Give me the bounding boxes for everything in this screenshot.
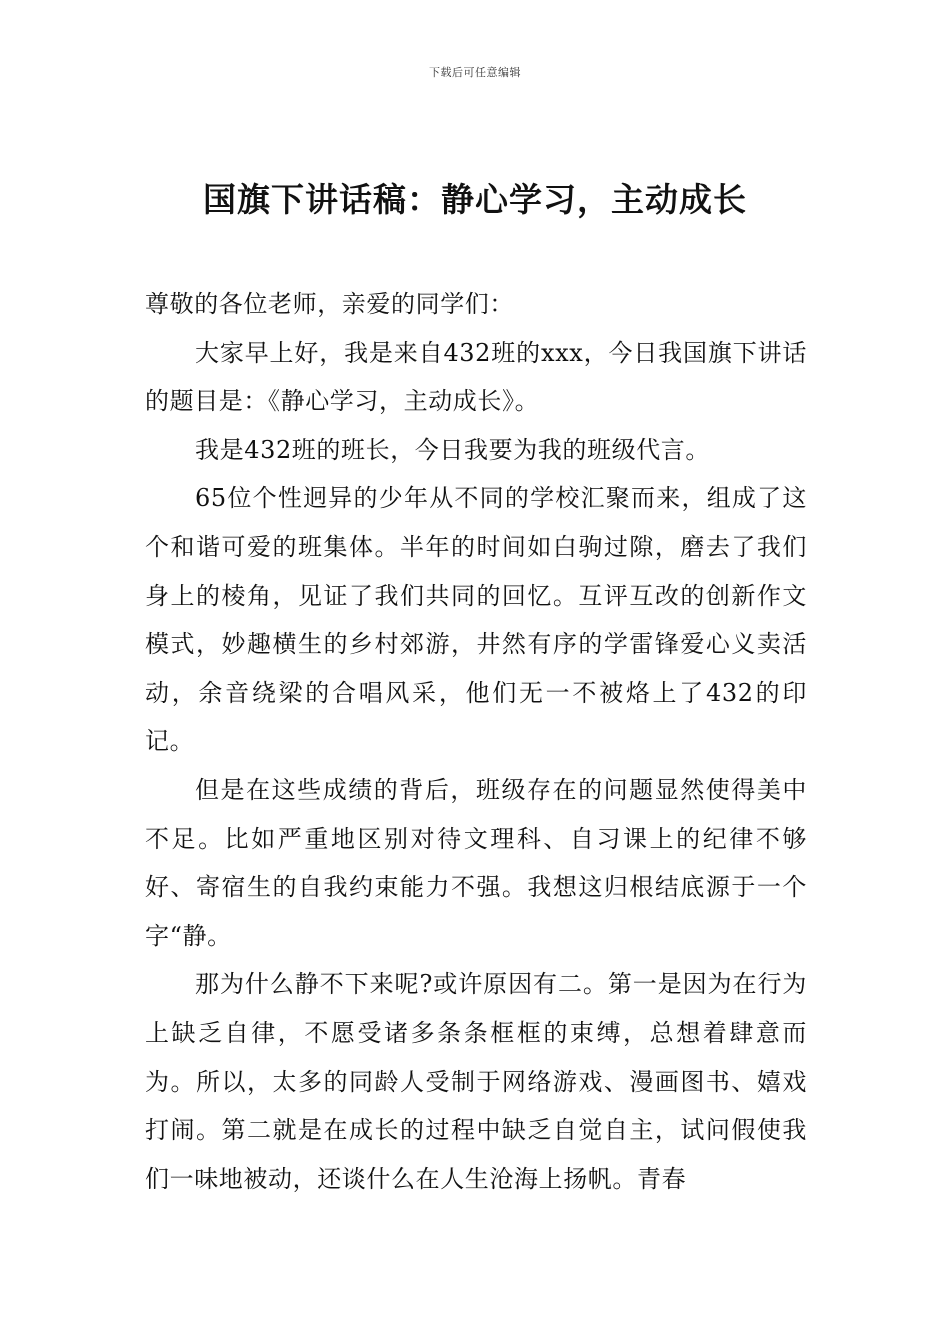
page-header-note: 下载后可任意编辑: [429, 66, 521, 79]
document-title: 国旗下讲话稿：静心学习，主动成长: [203, 180, 747, 219]
paragraph: 但是在这些成绩的背后，班级存在的问题显然使得美中不足。比如严重地区别对待文理科、自习课上的纪律不够好、寄宿生的自我约束能力不强。我想这归根结底源于一个字“静。: [145, 775, 807, 950]
document-body: [145, 280, 807, 1203]
paragraph: 65位个性迥异的少年从不同的学校汇聚而来，组成了这个和谐可爱的班集体。半年的时间如白驹过隙，磨去了我们身上的棱角，见证了我们共同的回忆。互评互改的创新作文模式，妙趣横生的乡村郊游，井然有序的学雷锋爱心义卖活动，余音绕梁的合唱风采，他们无一不被烙上了432的印记。: [145, 484, 807, 756]
paragraph: 大家早上好，我是来自432班的xxx，今日我国旗下讲话的题目是：《静心学习，主动成长》。: [145, 338, 807, 416]
paragraph: 那为什么静不下来呢?或许原因有二。第一是因为在行为上缺乏自律，不愿受诸多条条框框的束缚，总想着肆意而为。所以，太多的同龄人受制于网络游戏、漫画图书、嬉戏打闹。第二就是在成长的过程中缺乏自觉自主，试问假使我们一味地被动，还谈什么在人生沧海上扬帆。青春: [145, 970, 807, 1193]
paragraph: 我是432班的班长，今日我要为我的班级代言。: [195, 435, 711, 464]
greeting-line: 尊敬的各位老师，亲爱的同学们：: [145, 290, 514, 318]
